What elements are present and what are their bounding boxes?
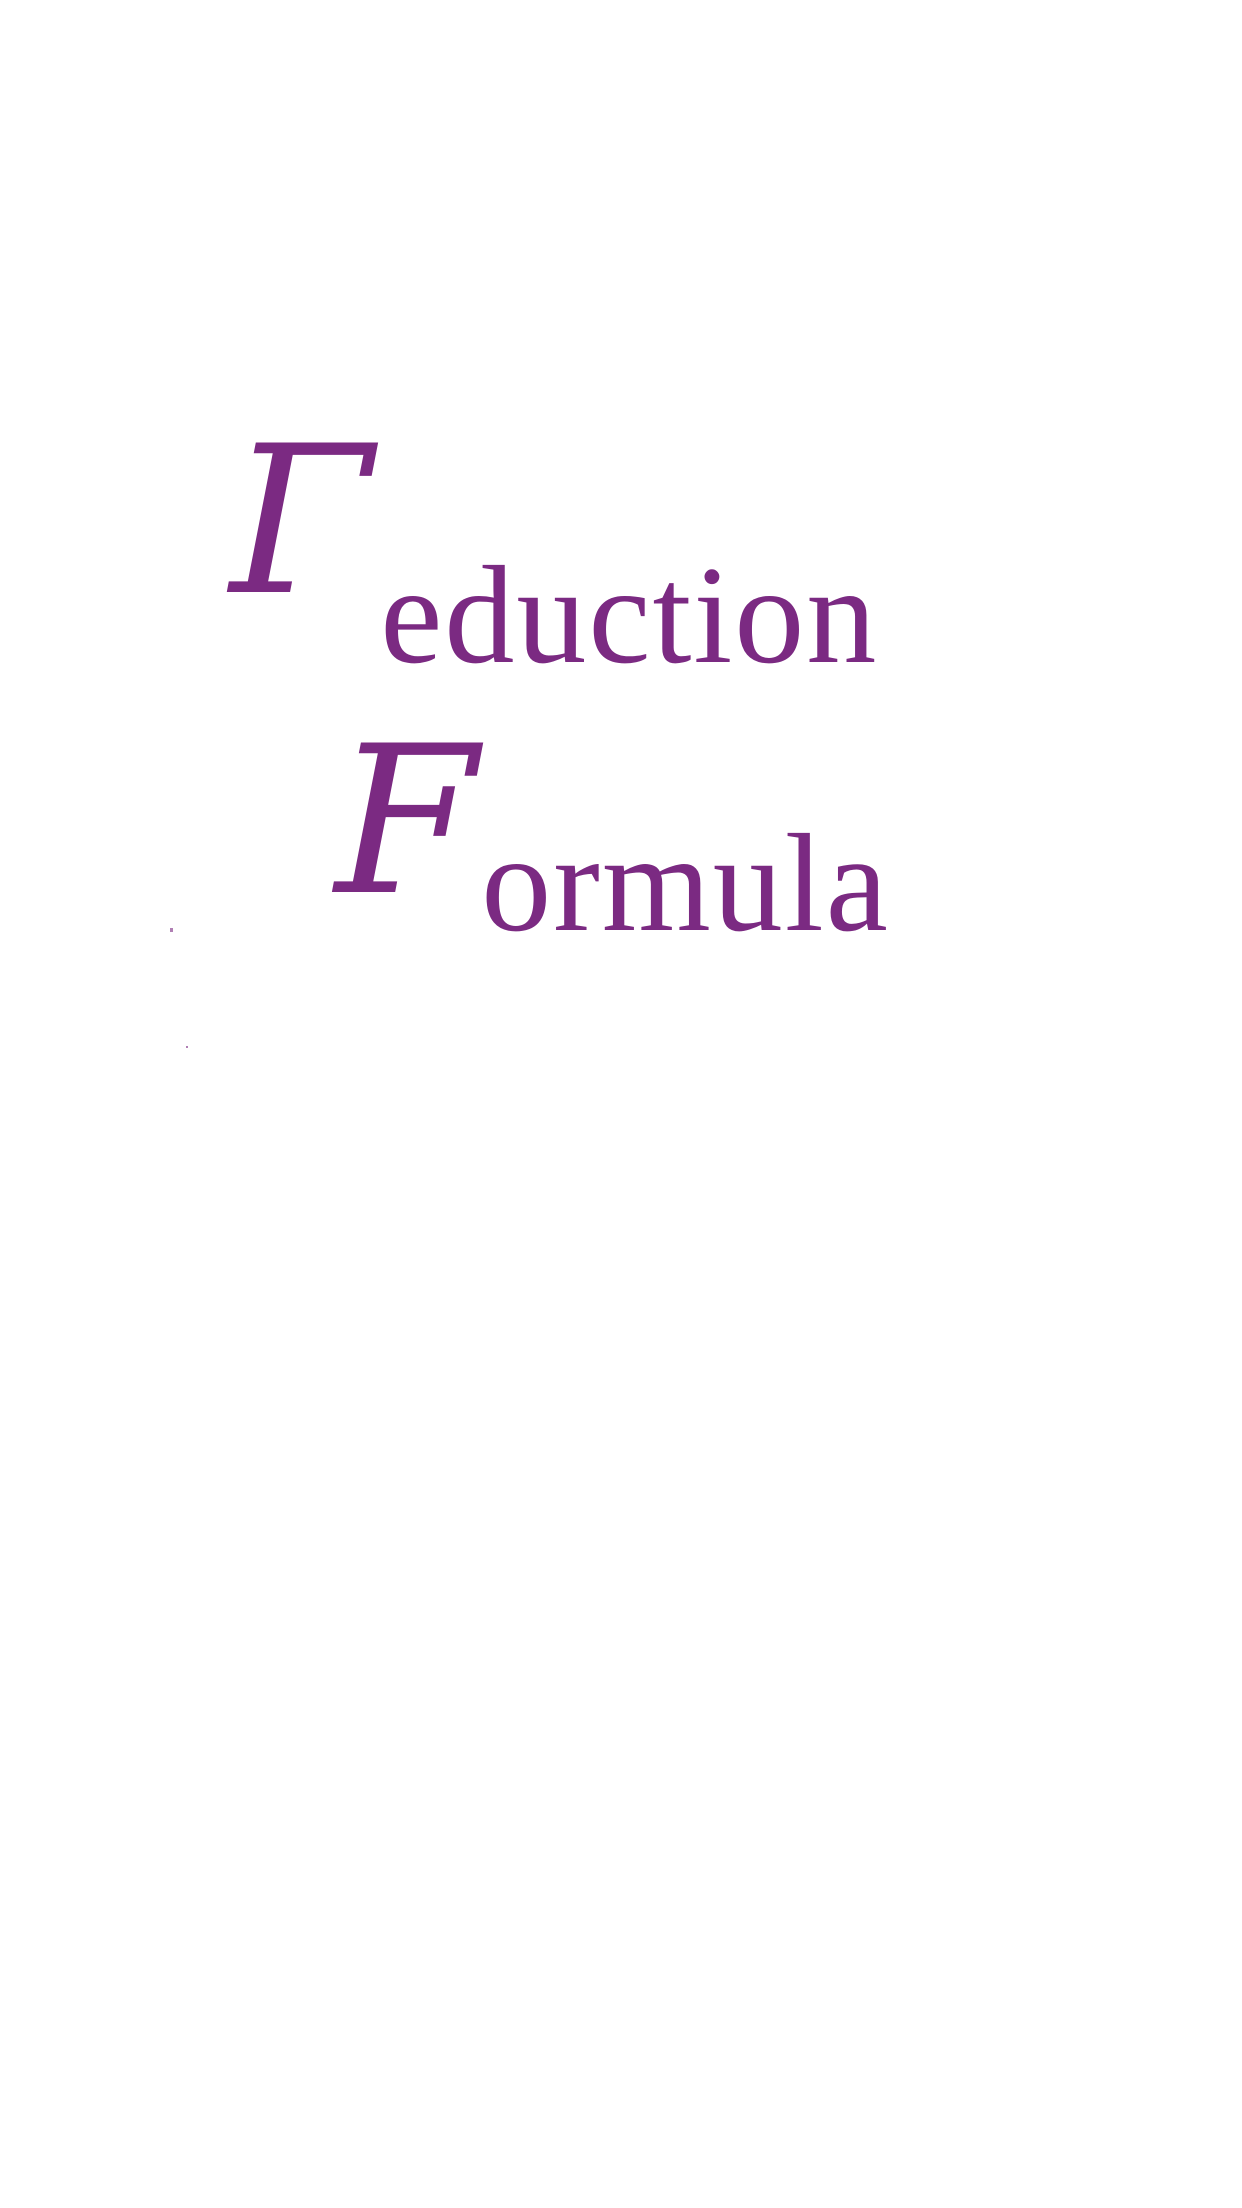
title-word-ormula: ormula <box>481 806 890 961</box>
title-line-formula <box>335 703 890 961</box>
title-initial-gamma: Γ <box>230 403 373 641</box>
title-line-reduction <box>230 403 879 693</box>
ink-speck <box>186 1046 188 1048</box>
title-word-eduction: eduction <box>380 538 879 693</box>
ink-speck <box>170 928 173 932</box>
title-initial-f: F <box>335 703 478 941</box>
